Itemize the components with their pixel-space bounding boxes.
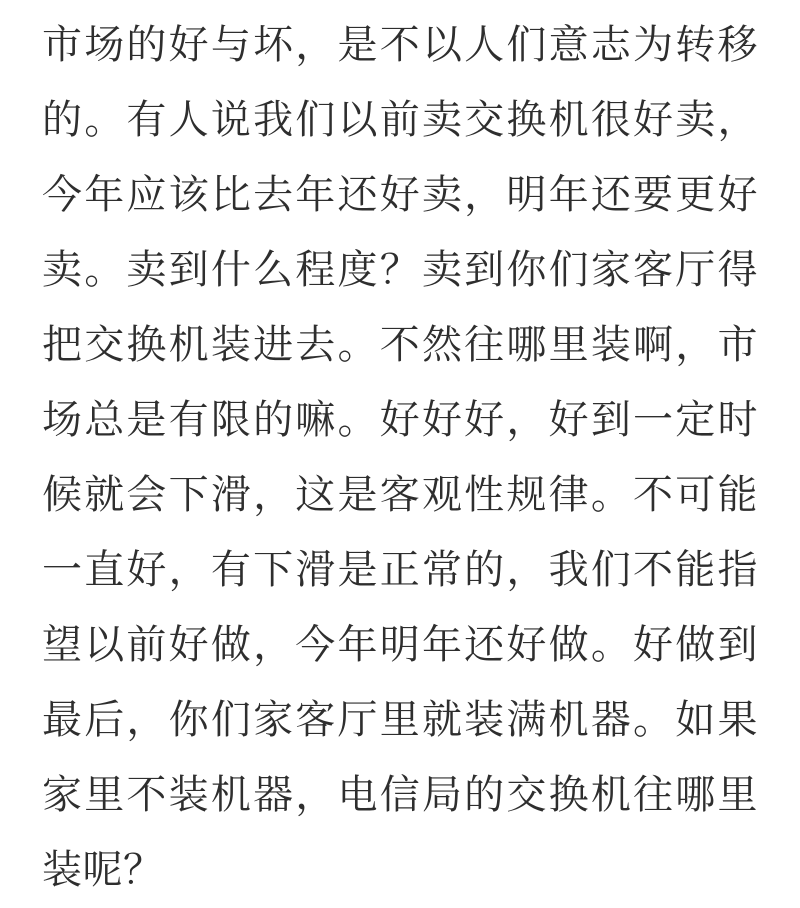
body-paragraph: 市场的好与坏，是不以人们意志为转移的。有人说我们以前卖交换机很好卖，今年应该比去年还好卖，明年还要更好卖。卖到什么程度？卖到你们家客厅得把交换机装进去。不然往哪里装啊，市场总是有限的嘛。好好好，好到一定时候就会下滑，这是客观性规律。不可能一直好，有下滑是正常的，我们不能指望以前好做，今年明年还好做。好做到最后，你们家客厅里就装满机器。如果家里不装机器，电信局的交换机往哪里装呢？ [42, 22, 758, 893]
